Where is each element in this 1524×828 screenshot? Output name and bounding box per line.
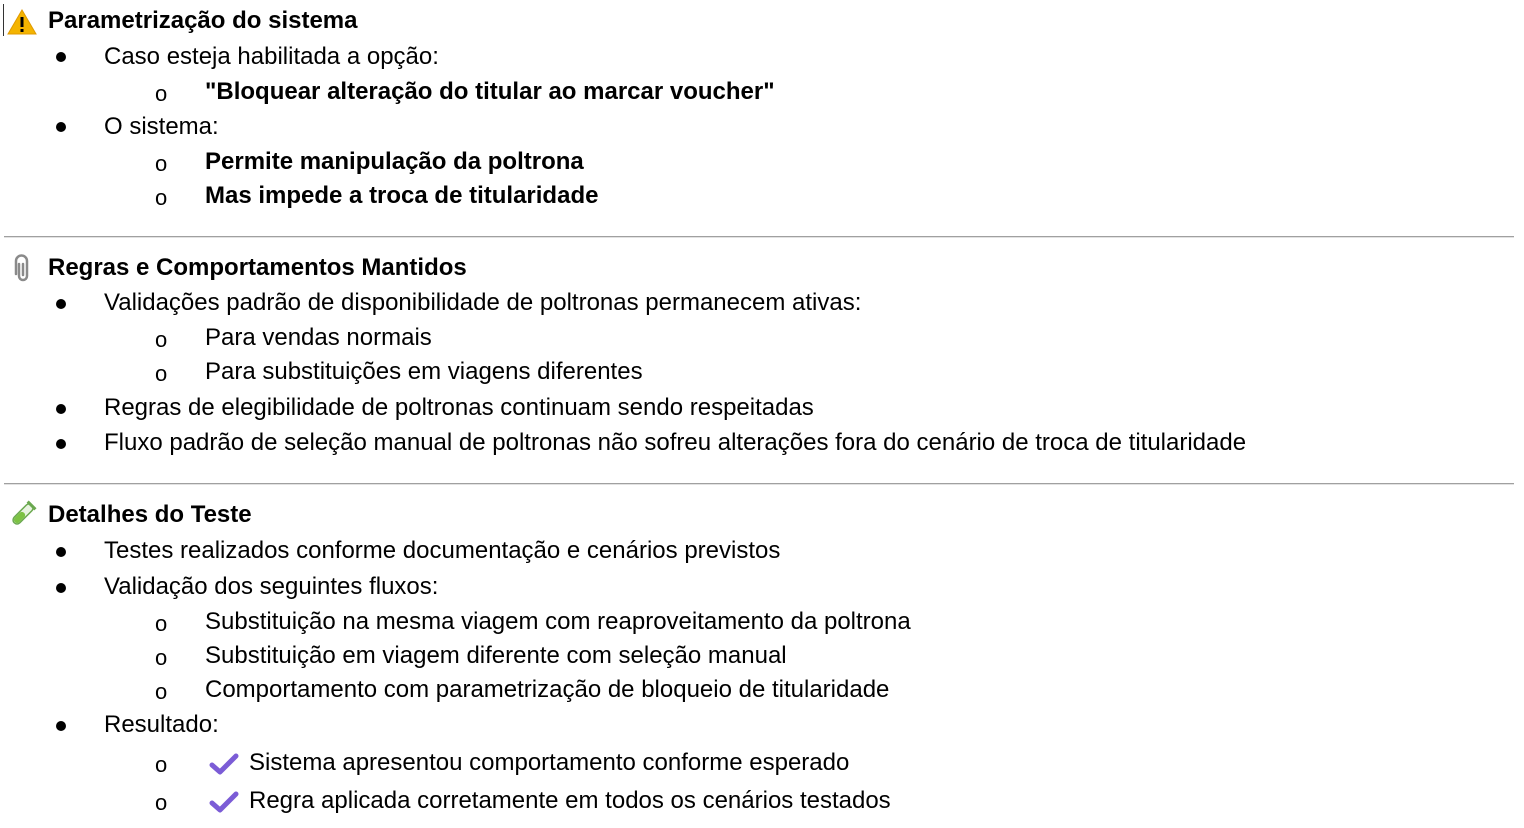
sub-bullet-marker: o	[155, 327, 168, 352]
check-mark-icon	[209, 752, 239, 776]
list-item: O sistema:	[104, 113, 219, 140]
test-tube-icon	[6, 500, 38, 530]
bullet-marker	[56, 721, 66, 731]
bullet-marker	[56, 52, 66, 62]
list-subitem: Substituição em viagem diferente com seleção manual	[205, 642, 787, 669]
list-subitem: Substituição na mesma viagem com reaproveitamento da poltrona	[205, 608, 911, 635]
sub-bullet-marker: o	[155, 679, 168, 704]
list-item: Caso esteja habilitada a opção:	[104, 43, 439, 70]
sub-bullet-marker: o	[155, 81, 168, 106]
bullet-marker	[56, 299, 66, 309]
section-title: Parametrização do sistema	[48, 7, 358, 34]
list-subitem: Permite manipulação da poltrona	[205, 148, 584, 175]
list-item: Validação dos seguintes fluxos:	[104, 573, 439, 600]
sub-bullet-marker: o	[155, 611, 168, 636]
list-item: Testes realizados conforme documentação e cenários previstos	[104, 537, 781, 564]
bullet-marker	[56, 547, 66, 557]
bullet-marker	[56, 404, 66, 414]
list-subitem: Regra aplicada corretamente em todos os cenários testados	[249, 787, 891, 814]
sub-bullet-marker: o	[155, 752, 168, 777]
list-item: Resultado:	[104, 711, 219, 738]
section-title: Detalhes do Teste	[48, 501, 252, 528]
horizontal-rule	[4, 236, 1514, 238]
list-subitem: Sistema apresentou comportamento conforme esperado	[249, 749, 850, 776]
list-subitem: Comportamento com parametrização de bloqueio de titularidade	[205, 676, 890, 703]
sub-bullet-marker: o	[155, 645, 168, 670]
warning-icon	[6, 8, 38, 36]
sub-bullet-marker: o	[155, 151, 168, 176]
sub-bullet-marker: o	[155, 790, 168, 815]
check-mark-icon	[209, 790, 239, 814]
list-subitem: "Bloquear alteração do titular ao marcar voucher"	[205, 78, 775, 105]
list-item: Fluxo padrão de seleção manual de poltronas não sofreu alterações fora do cenário de troca de titularidade	[104, 429, 1247, 456]
left-margin-bar	[3, 4, 4, 36]
sub-bullet-marker: o	[155, 361, 168, 386]
list-subitem: Para substituições em viagens diferentes	[205, 358, 643, 385]
section-title: Regras e Comportamentos Mantidos	[48, 254, 467, 281]
bullet-marker	[56, 122, 66, 132]
list-subitem: Mas impede a troca de titularidade	[205, 182, 599, 209]
bullet-marker	[56, 439, 66, 449]
paperclip-icon	[12, 254, 34, 284]
list-item: Validações padrão de disponibilidade de poltronas permanecem ativas:	[104, 289, 862, 316]
list-subitem: Para vendas normais	[205, 324, 432, 351]
list-item: Regras de elegibilidade de poltronas continuam sendo respeitadas	[104, 394, 814, 421]
bullet-marker	[56, 583, 66, 593]
horizontal-rule	[4, 483, 1514, 485]
sub-bullet-marker: o	[155, 185, 168, 210]
